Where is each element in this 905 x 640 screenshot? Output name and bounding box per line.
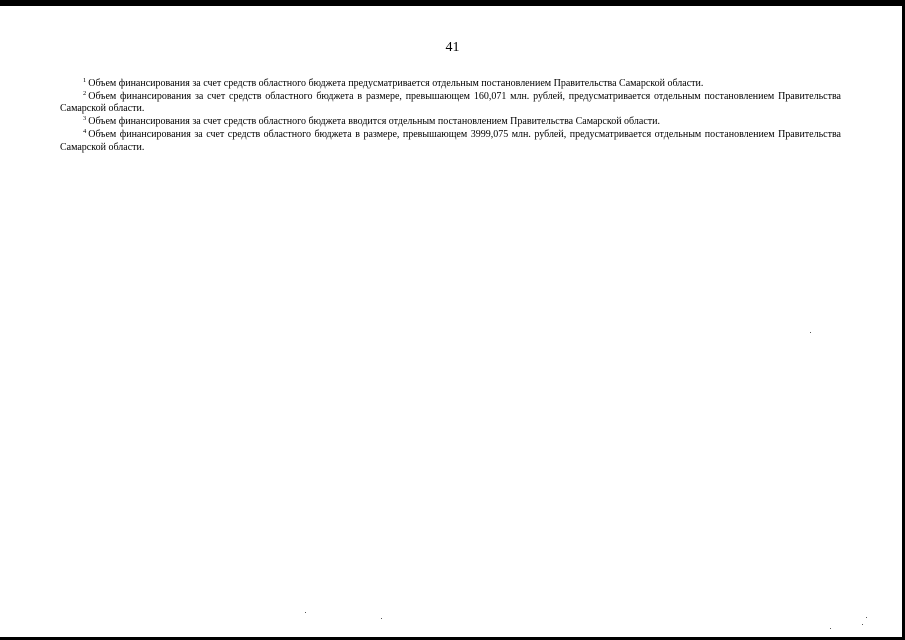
footnote-text: Объем финансирования за счет средств областного бюджета вводится отдельным постановлением Правительства Самарской области. bbox=[88, 116, 660, 128]
scan-speck bbox=[810, 332, 811, 333]
page-number: 41 bbox=[445, 40, 460, 55]
scan-speck bbox=[305, 612, 306, 613]
footnote-mark: 1 bbox=[83, 77, 87, 84]
scan-speck bbox=[862, 624, 863, 625]
footnote-mark: 4 bbox=[83, 127, 87, 135]
footnote-text: Объем финансирования за счет средств областного бюджета в размере, превышающем 160,071 млн. рублей, предусматривается отдельным постановлением Правительства Самарской области. bbox=[60, 90, 841, 115]
footnote-text: Объем финансирования за счет средств областного бюджета в размере, превышающем 3999,075 млн. рублей, предусматривается отдельным постановлением Правительства Самарской области. bbox=[60, 128, 841, 153]
footnote-2 bbox=[60, 91, 841, 116]
footnote-1 bbox=[60, 78, 841, 91]
footnotes bbox=[60, 78, 841, 154]
footnote-mark: 3 bbox=[83, 115, 87, 123]
footnote-text: Объем финансирования за счет средств областного бюджета предусматривается отдельным постановлением Правительства Самарской области. bbox=[88, 78, 704, 89]
scan-speck bbox=[866, 617, 867, 618]
footnote-mark: 2 bbox=[83, 89, 87, 97]
footnote-3 bbox=[60, 116, 841, 129]
scan-speck bbox=[381, 618, 382, 619]
footnote-4 bbox=[60, 129, 841, 154]
scan-speck bbox=[830, 628, 831, 629]
scan-border-top bbox=[0, 0, 905, 6]
